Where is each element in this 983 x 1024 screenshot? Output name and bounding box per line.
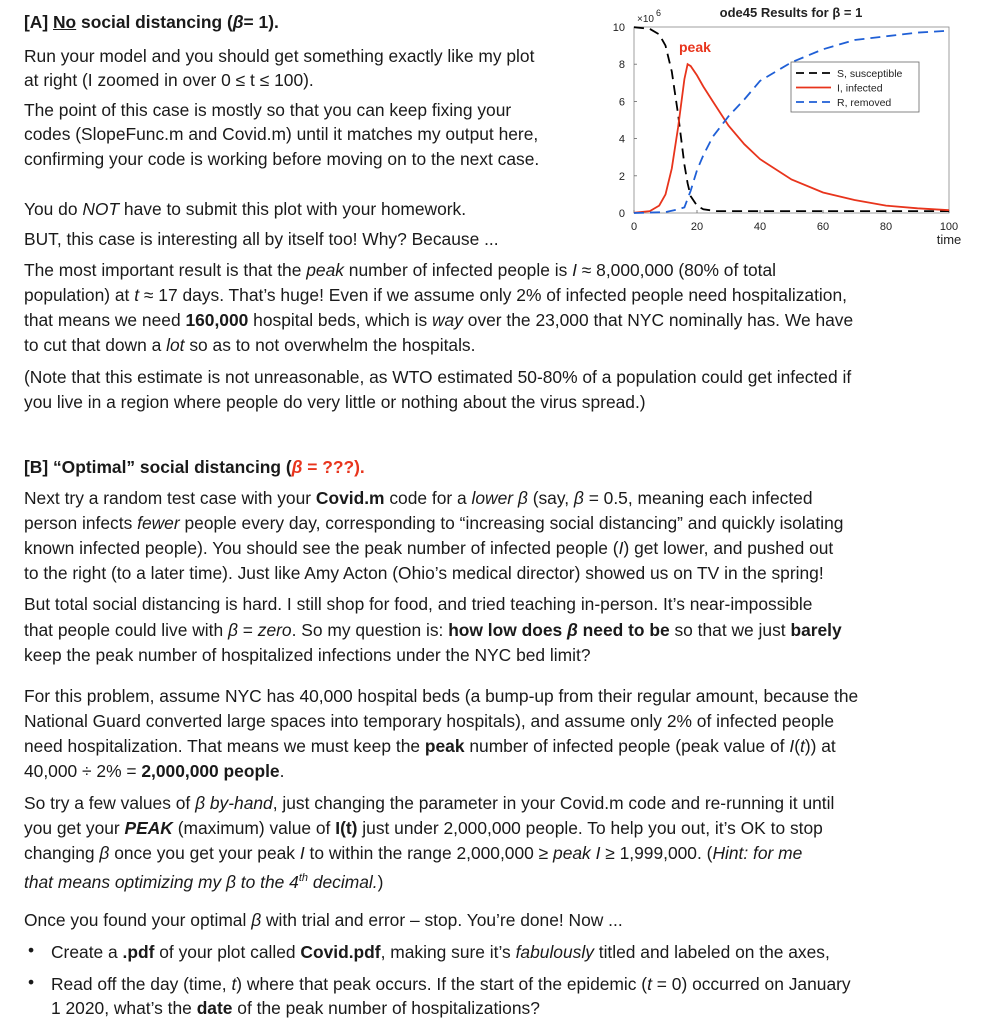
a-line-2: at right (I zoomed in over 0 ≤ t ≤ 100). [24,70,314,90]
b-r4f: ) [377,871,384,892]
heading-rest: social distancing ( [81,12,233,32]
b-b1a: Create a [51,942,123,962]
b-b1g: titled and labeled on the axes, [593,942,830,962]
b-r4e: decimal. [308,871,378,892]
x-axis-label: time [936,232,962,247]
b-q4b: 2,000,000 people [141,761,280,781]
b-r3d: I [299,843,305,863]
y-tick-label: 2 [618,170,625,183]
a-l8b: lot [166,335,185,355]
b-line-13 [24,816,823,841]
ode45-chart [604,0,983,260]
b-p6i: so that we just [669,620,791,640]
b-r3a: changing [24,843,100,863]
heading-beta: β [232,12,244,32]
b-p1g: β [573,488,584,508]
b-line-16 [24,908,623,933]
b-s1c: with trial and error – stop. You’re done! Now ... [261,910,623,930]
a-line-6 [24,197,466,222]
section-b-heading [24,455,365,480]
b-p6b: β [227,620,238,640]
b-b2c: ) where that peak occurs. If the start of the epidemic ( [236,974,648,994]
b-p6f: how low does [448,620,568,640]
b-line-11 [24,759,284,784]
b-line-14 [24,841,802,866]
b-r2b: PEAK [124,818,173,838]
b-line-15 [24,866,383,895]
a-line-3: The point of this case is mostly so that you can keep fixing your [24,100,512,120]
legend-label-0: S, susceptible [837,68,903,80]
b-r3c: once you get your peak [109,843,300,863]
y-tick-label: 6 [618,96,625,109]
b-r4c: to the 4 [235,871,299,892]
b-p6g: β [567,620,578,640]
b-line-9: National Guard converted large spaces into temporary hospitals), and assume only 2% of infected people [24,711,835,731]
b-p2b: fewer [137,513,180,533]
b-h1: [B] “Optimal” social distancing ( [24,457,292,477]
bullet-1-dot: • [28,940,35,960]
a-l8a: to cut that down a [24,335,167,355]
b-p2a: person infects [24,513,138,533]
a-l7a: that means we need [24,310,186,330]
b-r1a: So try a few values of [24,793,196,813]
peak-annotation: peak [679,39,711,55]
b-line-8: For this problem, assume NYC has 40,000 hospital beds (a bump-up from their regular amount, because the [24,686,859,706]
b-b2a: Read off the day (time, [51,974,232,994]
b-r4b: β [226,871,236,892]
a-line-11 [24,333,475,358]
b-b2e: = 0) occurred on January [651,974,851,994]
a-l5a: The most important result is that the [24,260,307,280]
b-p3e: ) get lower, and pushed out [623,538,834,558]
a-l5c: number of infected people is [343,260,573,280]
b-q3c: number of infected people (peak value of [464,736,790,756]
a-l8c: so as to not overwhelm the hospitals. [184,335,476,355]
b-p6c: = [237,620,258,640]
a-line-10 [24,308,853,333]
a-l7b: 160,000 [185,310,249,330]
b-r3h: Hint: for me [712,843,803,863]
b-q4a: 40,000 ÷ 2% = [24,761,142,781]
x-tick-label: 0 [630,221,638,233]
b-line-7: keep the peak number of hospitalized infections under the NYC bed limit? [24,645,591,665]
b-p3i: I [618,538,624,558]
b-q3g: )) at [804,736,836,756]
b-line-3 [24,536,833,561]
x-tick-label: 60 [816,221,830,233]
heading-no: No [53,12,77,32]
b-b1d: Covid.pdf [300,942,381,962]
b-r2c: (maximum) value of [172,818,336,838]
a-l5d: I [572,260,577,280]
bullet-1 [51,940,830,965]
a-l6b: t [134,285,140,305]
b-b1f: fabulously [515,942,594,962]
b-b2h: of the peak number of hospitalizations? [232,998,540,1018]
b-b2b: t [231,974,237,994]
b-q4c: . [279,761,285,781]
bullet-2-cont [51,996,540,1021]
b-q3e: ( [794,736,800,756]
b-r3e: to within the range 2,000,000 ≥ [304,843,554,863]
a-l3a: You do [24,199,83,219]
b-p1d: lower [471,488,514,508]
b-r4a: that means optimizing my [24,871,227,892]
heading-val: = 1). [243,12,279,32]
chart-title: ode45 Results for β = 1 [719,5,863,20]
a-l5b: peak [306,260,344,280]
a-line-1: Run your model and you should get something exactly like my plot [24,46,535,66]
y-tick-label: 4 [618,133,625,146]
b-p1b: Covid.m [315,488,385,508]
b-p6j: barely [790,620,842,640]
b-b1b: .pdf [122,942,155,962]
b-r3g: ≥ 1,999,000. ( [600,843,713,863]
a-l5e: ≈ 8,000,000 (80% of total [576,260,776,280]
x-tick-label: 40 [753,221,767,233]
b-line-4: to the right (to a later time). Just like Amy Acton (Ohio’s medical director) showed us on TV in the spring! [24,563,824,583]
b-r1c: by-hand [205,793,273,813]
b-q3a: need hospitalization. That means we must keep the [24,736,425,756]
a-l6c: ≈ 17 days. That’s huge! Even if we assume only 2% of infected people need hospitalization, [139,285,847,305]
b-p2c: people every day, corresponding to “increasing social distancing” and quickly isolating [179,513,844,533]
section-a-heading [24,10,279,35]
y-tick-label: 0 [618,208,625,220]
b-q3f: t [800,736,805,756]
a-line-4: codes (SlopeFunc.m and Covid.m) until it matches my output here, [24,124,539,144]
a-l7d: way [432,310,463,330]
heading-tag: [A] [24,12,49,32]
b-line-12 [24,791,834,816]
a-line-13: you live in a region where people do very little or nothing about the virus spread.) [24,392,646,412]
y-multiplier-exp: 6 [656,8,662,18]
a-l3c: have to submit this plot with your homework. [119,199,467,219]
a-line-12: (Note that this estimate is not unreasonable, as WTO estimated 50-80% of a population could get infected if [24,367,852,387]
b-p3: known infected people). You should see the peak number of infected people ( [24,538,619,558]
legend-label-2: R, removed [837,97,892,109]
bullet-2-dot: • [28,972,35,992]
x-tick-label: 20 [690,221,704,233]
a-l7c: hospital beds, which is [248,310,432,330]
b-p6h: need to be [577,620,670,640]
b-r2d: I(t) [335,818,358,838]
b-b2f: 1 2020, what’s the [51,998,197,1018]
a-l3b: NOT [82,199,120,219]
legend-label-1: I, infected [837,82,883,95]
a-l7e: over the 23,000 that NYC nominally has. We have [462,310,854,330]
x-tick-label: 80 [879,221,893,233]
b-q3b: peak [424,736,465,756]
b-r2e: just under 2,000,000 people. To help you out, it’s OK to stop [357,818,823,838]
b-line-10 [24,734,836,759]
b-b2g: date [196,998,233,1018]
b-b2d: t [647,974,652,994]
a-line-7: BUT, this case is interesting all by itself too! Why? Because ... [24,229,499,249]
b-p1e: β [513,488,528,508]
a-line-9 [24,283,847,308]
b-p6d: zero [257,620,292,640]
b-line-6 [24,618,842,643]
y-tick-label: 8 [618,59,625,72]
y-tick-label: 10 [612,22,625,34]
b-b1c: of your plot called [154,942,301,962]
b-q3d: I [789,736,795,756]
b-line-5: But total social distancing is hard. I still shop for food, and tried teaching in-person. It’s near-impossible [24,594,813,614]
b-p6e: . So my question is: [291,620,449,640]
b-h-beta: β [291,457,303,477]
a-line-8 [24,258,776,283]
b-p6a: that people could live with [24,620,228,640]
b-r4d: th [298,872,308,884]
b-b1e: , making sure it’s [380,942,516,962]
series-line-2 [634,31,949,213]
b-line-2 [24,511,843,536]
a-line-5: confirming your code is working before moving on to the next case. [24,149,540,169]
b-r2a: you get your [24,818,125,838]
b-line-1 [24,486,813,511]
b-r1b: β [195,793,206,813]
b-s1b: β [251,910,262,930]
bullet-2 [51,972,851,997]
b-r3f: peak I [553,843,601,863]
b-p1h: = 0.5, meaning each infected [583,488,813,508]
b-r1d: , just changing the parameter in your Covid.m code and re-running it until [272,793,835,813]
b-s1a: Once you found your optimal [24,910,252,930]
x-tick-label: 100 [939,221,959,233]
y-multiplier: ×10 [637,14,654,25]
b-p1c: code for a [384,488,472,508]
b-p1a: Next try a random test case with your [24,488,316,508]
b-p1f: (say, [527,488,574,508]
b-r3b: β [99,843,110,863]
b-h2: = ???). [302,457,365,477]
a-l6a: population) at [24,285,135,305]
